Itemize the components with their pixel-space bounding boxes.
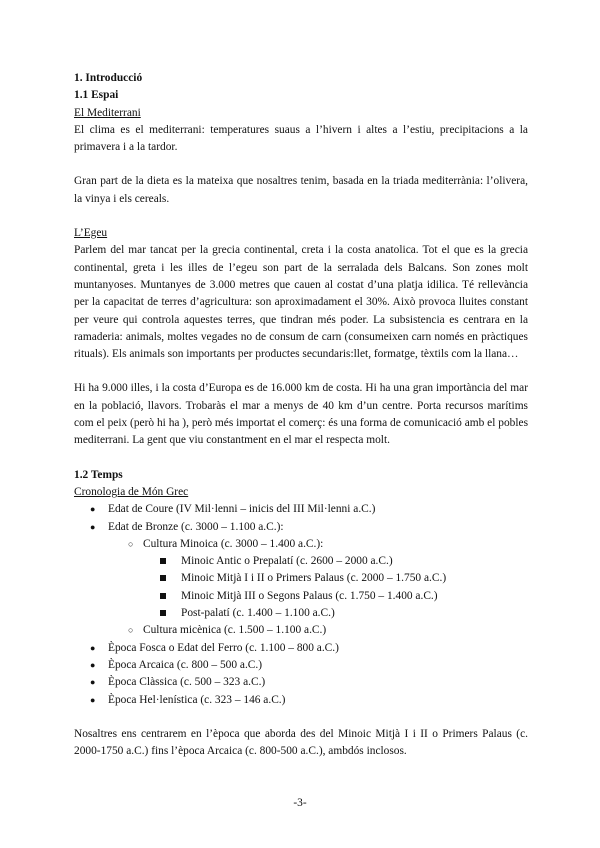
square-bullet-icon (160, 558, 166, 564)
heading-mediterrani: El Mediterrani (74, 106, 141, 119)
subsection-temps: 1.2 Temps (74, 468, 123, 481)
subsection-espai: 1.1 Espai (74, 89, 119, 102)
list-item: Post-palatí (c. 1.400 – 1.100 a.C.) (74, 605, 528, 622)
paragraph: Gran part de la dieta es la mateixa que nosaltres tenim, basada en la triada mediterrània: l’olivera, la vinya i els cereals. (74, 175, 528, 205)
list-item: Minoic Antic o Prepalatí (c. 2600 – 2000 a.C.) (74, 553, 528, 570)
circle-bullet-icon: ○ (128, 625, 134, 636)
paragraph: El clima es el mediterrani: temperatures suaus a l’hivern i altes a l’estiu, precipitacions a la primavera i a la tardor. (74, 123, 528, 154)
paragraph: Hi ha 9.000 illes, i la costa d’Europa es de 16.000 km de costa. Hi ha una gran importància del mar en la població, llavors. Trobaràs el mar a menys de 40 km d’un centre. Porta recursos marítims com el peix (però hi ha ), però més importat el comerç: és una forma de comunicació amb el pobles mediterrani. La gent que viu constantment en el mar el respecta molt. (74, 382, 528, 447)
paragraph: Nosaltres ens centrarem en l’època que aborda des del Minoic Mitjà I i II o Primers Palaus (c. 2000-1750 a.C.) fins l’època Arcaica (c. 800-500 a.C.), ambdós inclosos. (74, 727, 528, 758)
list-item: ● Edat de Bronze (c. 3000 – 1.100 a.C.): (74, 519, 528, 536)
square-bullet-icon (160, 593, 166, 599)
circle-bullet-icon: ○ (128, 538, 134, 549)
list-item: ● Època Clàssica (c. 500 – 323 a.C.) (74, 674, 528, 691)
list-item: ● Edat de Coure (IV Mil·lenni – inicis del III Mil·lenni a.C.) (74, 501, 528, 518)
section-title: 1. Introducció (74, 72, 143, 84)
bullet-icon: ● (90, 659, 96, 670)
bullet-icon: ● (90, 504, 96, 515)
list-item: ● Època Arcaica (c. 800 – 500 a.C.) (74, 657, 528, 674)
bullet-icon: ● (90, 694, 96, 705)
square-bullet-icon (160, 575, 166, 581)
list-item: ○ Cultura micènica (c. 1.500 – 1.100 a.C.) (74, 622, 528, 639)
page-number: -3- (293, 797, 307, 809)
bullet-icon: ● (90, 521, 96, 532)
list-item: ● Època Fosca o Edat del Ferro (c. 1.100 – 800 a.C.) (74, 640, 528, 657)
bullet-icon: ● (90, 677, 96, 688)
paragraph: Parlem del mar tancat per la grecia continental, creta i la costa anatolica. Tot el que es la grecia continental, greta i les illes de l’egeu son part de la serralada dels Balcans. Son zones molt muntanyoses. Muntanyes de 3.000 metres que cauen al costat d’una platja idilica. Té rellevància per la capacitat de terres d’agricultura: son aproximadament el 30%. Això provoca lluites constant per veure qui controla aquestes terres, que tindran més poder. La subsistencia es centrara en la ramaderia: animals, moltes vegades no de consum de carn (consumeixen carn només en pràctiques rituals). Els animals son importants per productes secundaris:llet, formatge, tèxtils com la llana… (74, 244, 528, 361)
list-item: ○ Cultura Minoica (c. 3000 – 1.400 a.C.): (74, 536, 528, 553)
bullet-icon: ● (90, 642, 96, 653)
list-item: ● Època Hel·lenística (c. 323 – 146 a.C.) (74, 692, 528, 709)
list-item: Minoic Mitjà III o Segons Palaus (c. 1.750 – 1.400 a.C.) (74, 588, 528, 605)
list-item: Minoic Mitjà I i II o Primers Palaus (c. 2000 – 1.750 a.C.) (74, 570, 528, 587)
heading-cronologia: Cronologia de Món Grec (74, 485, 189, 498)
square-bullet-icon (160, 610, 166, 616)
page-content (74, 70, 528, 760)
chronology-list (74, 501, 528, 709)
heading-egeu: L’Egeu (74, 227, 108, 240)
